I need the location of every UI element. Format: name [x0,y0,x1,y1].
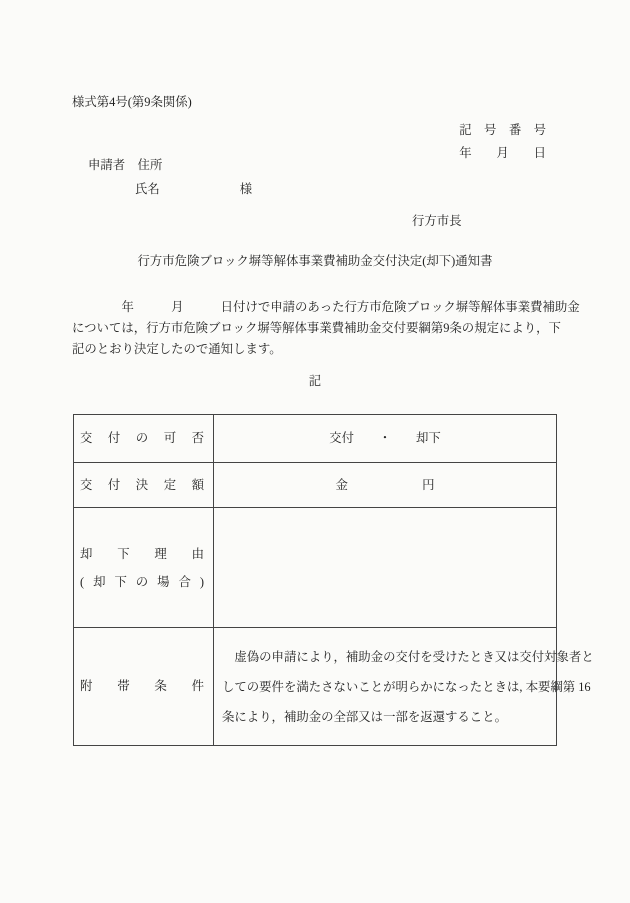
attached-conditions-label: 附帯条件 [74,628,214,746]
applicant-name-line [135,183,252,195]
document-title: 行方市危険ブロック塀等解体事業費補助金交付決定(却下)通知書 [137,254,493,268]
date-label: 年 月 日 [459,146,546,160]
rejection-reason-label-line1: 却下理由 [80,546,204,561]
reference-date-block [459,119,546,165]
grant-approval-label: 交付の可否 [74,415,214,463]
decision-table [73,414,594,746]
body-line: 記のとおり決定したので通知します。 [72,342,282,356]
honorific-label: 様 [239,182,253,196]
grant-amount-value: 金 円 [214,463,557,508]
attached-conditions-value [214,628,594,746]
attached-conditions-line: しての要件を満たさないことが明らかになったときは, 本要綱第 16 [222,679,591,694]
form-number: 様式第4号(第9条関係) [72,95,192,109]
table-row-attached-conditions [74,628,557,746]
name-label: 氏名 [135,182,160,196]
table-row-grant-approval [74,415,557,463]
rejection-reason-label [74,508,214,628]
attached-conditions-line: 条により，補助金の全部又は一部を返還すること。 [222,709,507,724]
grant-approval-value: 交付 ・ 却下 [214,415,557,463]
section-marker: 記 [308,374,322,388]
reference-number-label: 記 号 番 号 [459,123,546,137]
rejection-reason-value [214,508,557,628]
applicant-address-line: 申請者 住所 [88,158,163,172]
issuer-name: 行方市長 [412,214,462,228]
attached-conditions-line: 虚偽の申請により，補助金の交付を受けたとき又は交付対象者と [222,649,594,664]
body-line: 年 月 日付けで申請のあった行方市危険ブロック塀等解体事業費補助金 [72,300,580,314]
table-row-grant-amount [74,463,557,508]
body-paragraph [72,297,580,360]
body-line: については，行方市危険ブロック塀等解体事業費補助金交付要綱第9条の規定により，下 [72,321,561,335]
table-row-rejection-reason [74,508,557,628]
grant-amount-label: 交付決定額 [74,463,214,508]
rejection-reason-label-line2: (却下の場合) [80,574,204,589]
